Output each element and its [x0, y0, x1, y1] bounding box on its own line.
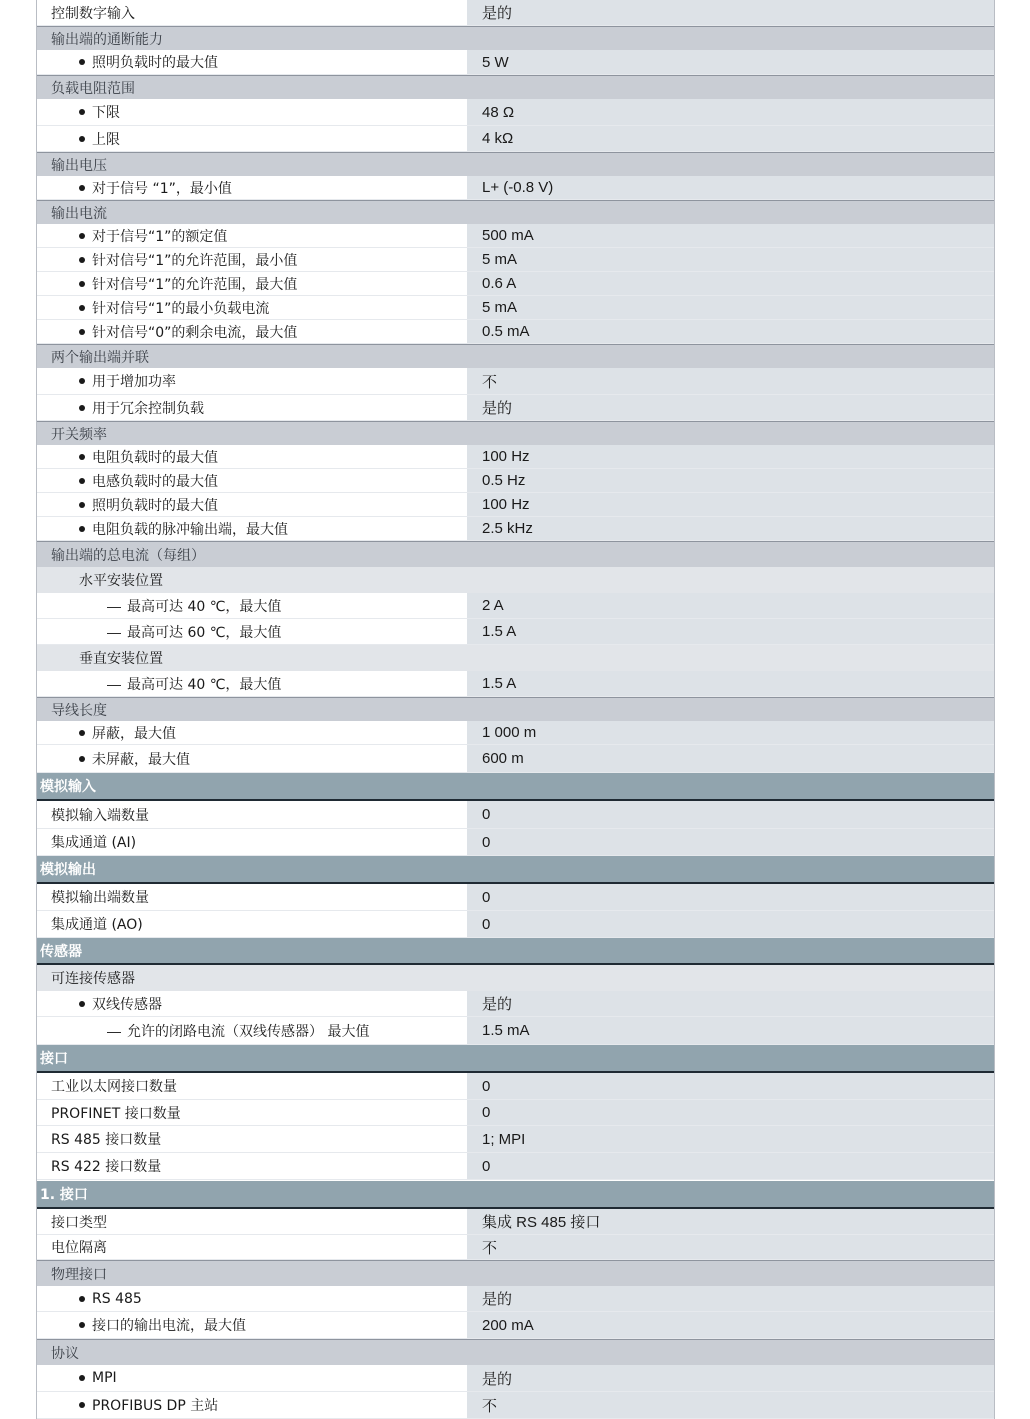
group-header-label: 输出端的通断能力: [51, 31, 163, 48]
spec-label-text: RS 485: [92, 1290, 142, 1307]
spec-value: 不: [467, 1392, 994, 1418]
spec-value: L+ (-0.8 V): [467, 176, 994, 199]
spec-label-cell: [37, 1073, 467, 1099]
spec-label-cell: [37, 272, 467, 295]
section-header-label: 传感器: [40, 943, 82, 960]
section-header-row: [37, 856, 994, 884]
spec-row: [37, 884, 994, 911]
spec-label-cell: [37, 320, 467, 343]
spec-label-cell: [37, 224, 467, 247]
spec-value: [467, 645, 994, 671]
spec-label-text: RS 422 接口数量: [51, 1159, 162, 1175]
spec-row: [37, 469, 994, 493]
spec-value: 是的: [467, 991, 994, 1016]
group-header-row: [37, 541, 994, 567]
spec-label-cell: [37, 368, 467, 394]
spec-value: 1; MPI: [467, 1126, 994, 1152]
spec-label-cell: [37, 1365, 467, 1391]
spec-row: [37, 829, 994, 856]
bullet-icon: [79, 1001, 85, 1007]
spec-label-text: 对于信号 “1”，最小值: [92, 180, 232, 197]
spec-value: 0.6 A: [467, 272, 994, 295]
spec-row: [37, 493, 994, 517]
group-header-label: 输出电流: [51, 205, 107, 222]
spec-label-text: 双线传感器: [92, 996, 162, 1013]
subgroup-row: [37, 965, 994, 991]
spec-label-text: 工业以太网接口数量: [51, 1079, 177, 1095]
spec-value: 5 mA: [467, 248, 994, 271]
spec-value: 48 Ω: [467, 99, 994, 125]
spec-label-cell: [37, 50, 467, 74]
group-header-label: 输出电压: [51, 157, 107, 174]
group-header-row: [37, 1260, 994, 1286]
bullet-icon: [79, 1402, 85, 1408]
spec-label-text: 下限: [92, 105, 120, 121]
spec-label-cell: [37, 445, 467, 468]
spec-label-cell: [37, 493, 467, 516]
spec-label-text: 电感负载时的最大值: [92, 473, 218, 490]
spec-label-text: 接口的输出电流，最大值: [92, 1318, 246, 1334]
dash-marker: —: [107, 623, 121, 640]
spec-value: 0.5 mA: [467, 320, 994, 343]
bullet-icon: [79, 730, 85, 736]
spec-label-text: 对于信号“1”的额定值: [92, 228, 228, 245]
spec-value: 是的: [467, 0, 994, 25]
spec-value: 0: [467, 911, 994, 937]
spec-value: 0: [467, 801, 994, 828]
spec-row: [37, 517, 994, 541]
spec-row: [37, 1153, 994, 1180]
bullet-icon: [79, 1296, 85, 1302]
spec-table: [36, 0, 995, 1419]
section-header-label: 接口: [40, 1051, 68, 1067]
spec-label-text: 照明负载时的最大值: [92, 55, 218, 71]
spec-label-text: 集成通道 (AO): [51, 917, 143, 933]
spec-label-cell: [37, 99, 467, 125]
spec-label-cell: [37, 1286, 467, 1311]
spec-label-text: 接口类型: [51, 1214, 107, 1231]
spec-label-cell: [37, 296, 467, 319]
spec-row: [37, 911, 994, 938]
spec-value: 不: [467, 1235, 994, 1259]
spec-label-text: PROFIBUS DP 主站: [92, 1398, 219, 1414]
spec-row: [37, 801, 994, 829]
spec-row: [37, 272, 994, 296]
group-header-row: [37, 421, 994, 445]
spec-row: [37, 1126, 994, 1153]
spec-row: [37, 1286, 994, 1312]
group-header-label: 物理接口: [51, 1266, 107, 1283]
spec-label-cell: [37, 593, 467, 618]
spec-row: [37, 395, 994, 421]
spec-row: [37, 176, 994, 200]
group-header-row: [37, 697, 994, 721]
group-header-label: 开关频率: [51, 426, 107, 443]
spec-label-text: 模拟输入端数量: [51, 807, 149, 824]
spec-label-text: 最高可达 40 ℃，最大值: [127, 676, 282, 693]
spec-row: [37, 721, 994, 745]
spec-label-cell: [37, 1017, 467, 1044]
spec-row: [37, 445, 994, 469]
spec-label-cell: [37, 911, 467, 937]
bullet-icon: [79, 329, 85, 335]
spec-label-text: RS 485 接口数量: [51, 1132, 162, 1148]
spec-label-text: 用于增加功率: [92, 374, 176, 390]
spec-value: 是的: [467, 395, 994, 420]
spec-label-text: 针对信号“1”的最小负载电流: [92, 300, 270, 317]
spec-row: [37, 593, 994, 619]
spec-value: 100 Hz: [467, 493, 994, 516]
spec-value: 0: [467, 884, 994, 910]
spec-value: 0: [467, 829, 994, 855]
spec-label-text: 屏蔽，最大值: [92, 725, 176, 742]
group-header-row: [37, 344, 994, 368]
spec-label-text: 集成通道 (AI): [51, 835, 137, 851]
section-header-label: 1. 接口: [40, 1187, 88, 1203]
spec-row: [37, 50, 994, 75]
spec-label-cell: [37, 721, 467, 744]
spec-value: 1 000 m: [467, 721, 994, 744]
spec-row: [37, 619, 994, 645]
spec-label-cell: [37, 1153, 467, 1179]
spec-row: [37, 745, 994, 773]
spec-row: [37, 991, 994, 1017]
spec-label-text: MPI: [92, 1370, 117, 1386]
spec-label-text: 模拟输出端数量: [51, 890, 149, 906]
spec-row: [37, 248, 994, 272]
spec-value: [467, 567, 994, 593]
dash-marker: —: [107, 1022, 121, 1039]
spec-label-text: PROFINET 接口数量: [51, 1105, 181, 1122]
group-header-row: [37, 152, 994, 176]
spec-value: 5 W: [467, 50, 994, 74]
spec-row: [37, 1392, 994, 1419]
bullet-icon: [79, 1322, 85, 1328]
spec-label-cell: [37, 619, 467, 644]
spec-label-cell: [37, 884, 467, 910]
spec-row: [37, 1017, 994, 1045]
spec-label-cell: [37, 1235, 467, 1259]
spec-label-cell: [37, 829, 467, 855]
section-header-label: 模拟输出: [40, 862, 96, 878]
spec-value: 0.5 Hz: [467, 469, 994, 492]
spec-label-cell: [37, 965, 467, 991]
section-header-row: [37, 938, 994, 965]
bullet-icon: [79, 378, 85, 384]
spec-row: [37, 224, 994, 248]
spec-row: [37, 0, 994, 26]
spec-label-text: 最高可达 60 ℃，最大值: [127, 624, 282, 641]
bullet-icon: [79, 257, 85, 263]
spec-row: [37, 320, 994, 344]
group-header-row: [37, 75, 994, 99]
section-header-row: [37, 1045, 994, 1073]
spec-label-cell: [37, 1392, 467, 1418]
spec-label-text: 控制数字输入: [51, 5, 135, 22]
spec-value: 200 mA: [467, 1312, 994, 1338]
bullet-icon: [79, 59, 85, 65]
bullet-icon: [79, 109, 85, 115]
bullet-icon: [79, 136, 85, 142]
spec-value: 1.5 A: [467, 619, 994, 644]
spec-label-text: 针对信号“1”的允许范围，最大值: [92, 276, 298, 293]
spec-value: 是的: [467, 1286, 994, 1311]
spec-label-text: 电阻负载的脉冲输出端，最大值: [92, 521, 288, 538]
spec-label-text: 电阻负载时的最大值: [92, 449, 218, 466]
spec-row: [37, 1365, 994, 1392]
spec-row: [37, 296, 994, 320]
subgroup-row: [37, 645, 994, 671]
spec-label-cell: [37, 126, 467, 151]
spec-label-cell: [37, 1100, 467, 1125]
spec-value: 500 mA: [467, 224, 994, 247]
spec-label-text: 用于冗余控制负载: [92, 400, 204, 417]
spec-label-cell: [37, 645, 467, 671]
bullet-icon: [79, 305, 85, 311]
spec-row: [37, 1312, 994, 1339]
bullet-icon: [79, 502, 85, 508]
spec-value: 集成 RS 485 接口: [467, 1209, 994, 1234]
spec-label-text: 电位隔离: [51, 1240, 107, 1256]
spec-label-cell: [37, 745, 467, 772]
subgroup-row: [37, 567, 994, 593]
spec-label-cell: [37, 1209, 467, 1234]
spec-label-cell: [37, 0, 467, 25]
spec-label-text: 上限: [92, 131, 120, 148]
spec-row: [37, 1100, 994, 1126]
spec-value: 4 kΩ: [467, 126, 994, 151]
spec-value: 5 mA: [467, 296, 994, 319]
spec-label-cell: [37, 801, 467, 828]
spec-value: [467, 965, 994, 991]
spec-value: 2 A: [467, 593, 994, 618]
spec-label-text: 垂直安装位置: [79, 651, 163, 667]
spec-value: 2.5 kHz: [467, 517, 994, 540]
spec-row: [37, 99, 994, 126]
section-header-row: [37, 773, 994, 801]
group-header-label: 导线长度: [51, 702, 107, 719]
spec-label-text: 最高可达 40 ℃，最大值: [127, 598, 282, 615]
group-header-row: [37, 26, 994, 50]
spec-label-text: 针对信号“0”的剩余电流，最大值: [92, 324, 298, 341]
spec-label-cell: [37, 671, 467, 696]
bullet-icon: [79, 526, 85, 532]
spec-row: [37, 368, 994, 395]
spec-label-cell: [37, 567, 467, 593]
spec-label-text: 允许的闭路电流（双线传感器） 最大值: [127, 1023, 370, 1040]
spec-row: [37, 1235, 994, 1260]
dash-marker: —: [107, 597, 121, 614]
group-header-label: 两个输出端并联: [51, 349, 149, 366]
group-header-label: 协议: [51, 1345, 79, 1362]
spec-label-cell: [37, 469, 467, 492]
group-header-row: [37, 200, 994, 224]
section-header-row: [37, 1181, 994, 1209]
spec-label-text: 照明负载时的最大值: [92, 497, 218, 514]
spec-label-text: 水平安装位置: [79, 573, 163, 589]
spec-value: 0: [467, 1153, 994, 1179]
spec-row: [37, 671, 994, 697]
spec-label-cell: [37, 248, 467, 271]
spec-row: [37, 126, 994, 152]
spec-label-text: 可连接传感器: [51, 971, 135, 987]
spec-label-cell: [37, 1126, 467, 1152]
bullet-icon: [79, 454, 85, 460]
bullet-icon: [79, 233, 85, 239]
group-header-label: 负载电阻范围: [51, 80, 135, 97]
group-header-row: [37, 1339, 994, 1365]
spec-label-cell: [37, 1312, 467, 1338]
spec-value: 不: [467, 368, 994, 394]
spec-value: 0: [467, 1100, 994, 1125]
spec-value: 100 Hz: [467, 445, 994, 468]
spec-row: [37, 1209, 994, 1235]
bullet-icon: [79, 405, 85, 411]
spec-label-text: 针对信号“1”的允许范围，最小值: [92, 252, 298, 269]
spec-label-text: 未屏蔽，最大值: [92, 751, 190, 768]
dash-marker: —: [107, 675, 121, 692]
bullet-icon: [79, 478, 85, 484]
spec-label-cell: [37, 176, 467, 199]
bullet-icon: [79, 281, 85, 287]
spec-row: [37, 1073, 994, 1100]
spec-label-cell: [37, 517, 467, 540]
bullet-icon: [79, 185, 85, 191]
spec-value: 是的: [467, 1365, 994, 1391]
spec-value: 600 m: [467, 745, 994, 772]
spec-value: 1.5 mA: [467, 1017, 994, 1044]
spec-value: 1.5 A: [467, 671, 994, 696]
section-header-label: 模拟输入: [40, 779, 96, 795]
spec-label-cell: [37, 991, 467, 1016]
group-header-label: 输出端的总电流（每组）: [51, 547, 205, 564]
spec-value: 0: [467, 1073, 994, 1099]
bullet-icon: [79, 756, 85, 762]
bullet-icon: [79, 1375, 85, 1381]
spec-label-cell: [37, 395, 467, 420]
